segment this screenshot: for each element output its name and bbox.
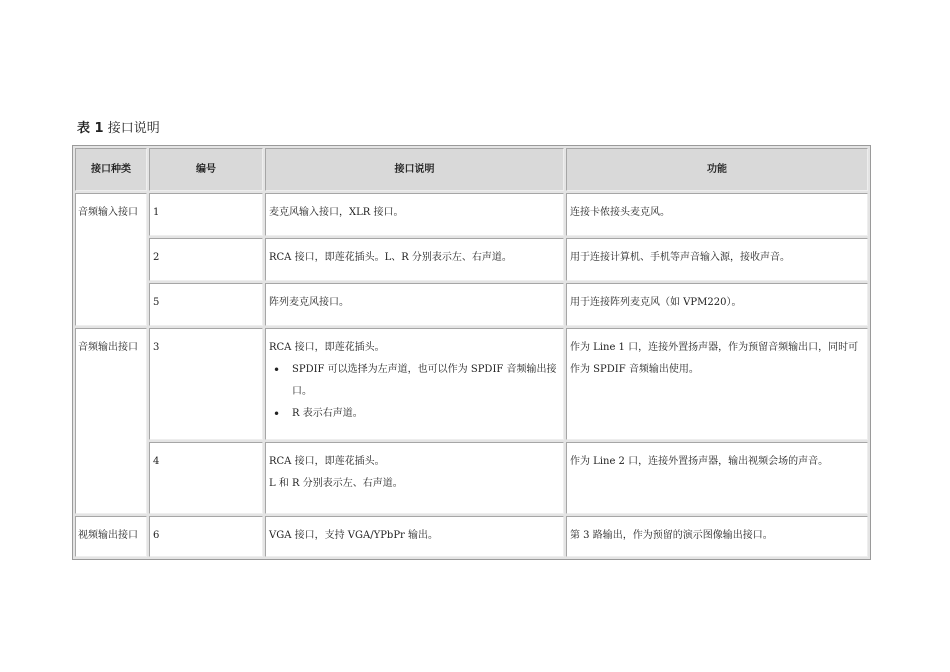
function-cell: 用于连接计算机、手机等声音输入源，接收声音。 <box>566 238 868 281</box>
table-caption <box>77 121 160 137</box>
function-cell: 第 3 路输出，作为预留的演示图像输出接口。 <box>566 516 868 557</box>
number-cell: 5 <box>149 283 263 326</box>
number-cell: 3 <box>149 328 263 440</box>
interface-table <box>72 145 871 560</box>
kind-cell: 音频输出接口 <box>75 328 147 514</box>
caption-label: 表 1 <box>77 121 104 136</box>
bullet-item: • R 表示右声道。 <box>287 403 560 425</box>
description-cell <box>265 442 564 514</box>
caption-text: 接口说明 <box>107 121 160 136</box>
function-cell: 作为 Line 2 口，连接外置扬声器，输出视频会场的声音。 <box>566 442 868 514</box>
number-cell: 2 <box>149 238 263 281</box>
table-row <box>75 283 868 326</box>
table-row <box>75 328 868 440</box>
description-cell: 麦克风输入接口，XLR 接口。 <box>265 193 564 236</box>
bullet-item: • SPDIF 可以选择为左声道，也可以作为 SPDIF 音频输出接口。 <box>287 359 560 403</box>
header-description: 接口说明 <box>265 148 564 191</box>
description-line: L 和 R 分别表示左、右声道。 <box>269 478 403 490</box>
kind-cell: 音频输入接口 <box>75 193 147 326</box>
description-cell: VGA 接口，支持 VGA/YPbPr 输出。 <box>265 516 564 557</box>
description-cell: RCA 接口，即莲花插头。L、R 分别表示左、右声道。 <box>265 238 564 281</box>
number-cell: 4 <box>149 442 263 514</box>
table-row <box>75 442 868 514</box>
description-cell: 阵列麦克风接口。 <box>265 283 564 326</box>
function-cell: 用于连接阵列麦克风（如 VPM220）。 <box>566 283 868 326</box>
number-cell: 6 <box>149 516 263 557</box>
header-function: 功能 <box>566 148 868 191</box>
table-row <box>75 516 868 557</box>
description-line: RCA 接口，即莲花插头。 <box>269 342 385 354</box>
description-bullets <box>269 359 560 425</box>
function-cell: 作为 Line 1 口，连接外置扬声器，作为预留音频输出口，同时可作为 SPDIF 音频输出使用。 <box>566 328 868 440</box>
kind-cell: 视频输出接口 <box>75 516 147 557</box>
number-cell: 1 <box>149 193 263 236</box>
function-cell: 连接卡侬接头麦克风。 <box>566 193 868 236</box>
table-row <box>75 238 868 281</box>
description-line: RCA 接口，即莲花插头。 <box>269 456 385 468</box>
header-kind: 接口种类 <box>75 148 147 191</box>
header-number: 编号 <box>149 148 263 191</box>
description-cell <box>265 328 564 440</box>
header-row <box>75 148 868 191</box>
table-row <box>75 193 868 236</box>
